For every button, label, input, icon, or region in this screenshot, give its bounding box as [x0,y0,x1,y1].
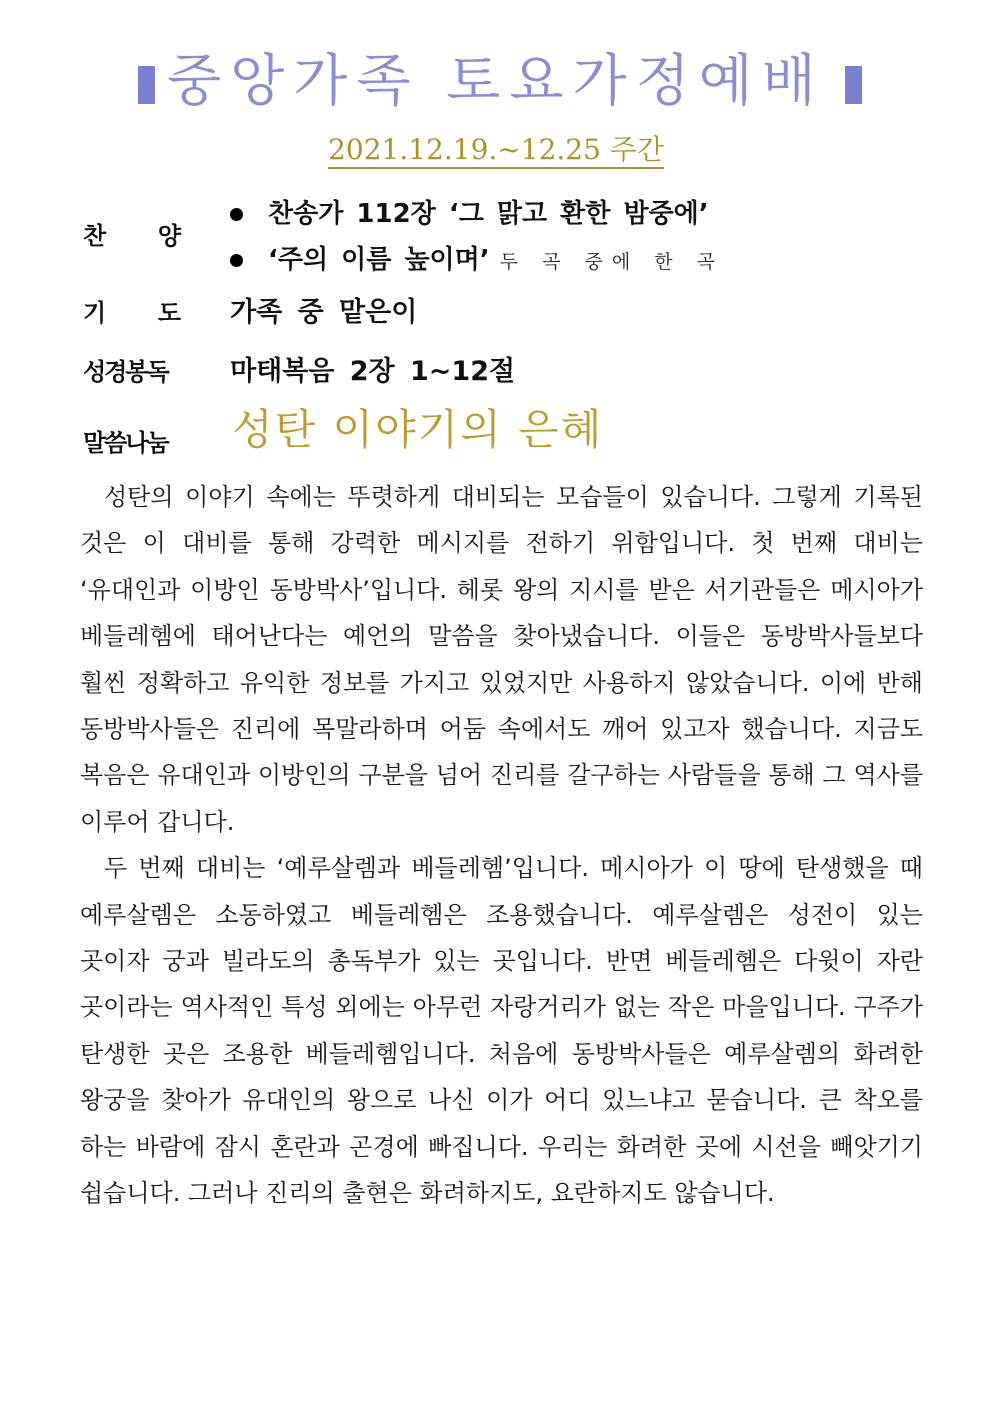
title-row [0,44,992,120]
hymn-item [230,194,724,240]
sermon-paragraph: 두 번째 대비는 ‘예루살렘과 베들레헴’입니다. 메시아가 이 땅에 탄생했을 때 예루살렘은 소동하였고 베들레헴은 조용했습니다. 예루살렘은 성전이 있는 곳이자 궁과 빌라도의 총독부가 있는 곳입니다. 반면 베들레헴은 다윗이 자란 곳이라는 역사적인 특성 외에는 아무런 자랑거리가 없는 작은 마을입니다. 구주가 탄생한 곳은 조용한 베들레헴입니다. 처음에 동방박사들은 예루살렘의 화려한 왕궁을 찾아가 유대인의 왕으로 나신 이가 어디 있느냐고 묻습니다. 큰 착오를 하는 바람에 잠시 혼란과 곤경에 빠집니다. 우리는 화려한 곳에 시선을 빼앗기기 쉽습니다. 그러나 진리의 출현은 화려하지도, 요란하지도 않습니다. [80,854,923,1208]
hymn-label-second-char: 양 [157,222,181,250]
bullet-icon [230,254,243,267]
page-title: 중앙가족 토요가정예배 [167,49,825,114]
prayer-label [83,293,181,328]
hymn-label-first-char: 찬 [83,222,107,250]
title-bar-right-decoration [845,66,862,104]
hymn-item-text: ‘주의 이름 높이며’ [268,245,490,275]
week-range-text: 2021.12.19.~12.25 주간 [328,133,664,169]
bullet-icon [230,208,243,221]
week-range [0,132,992,168]
hymn-list [230,194,724,286]
sermon-paragraph: 성탄의 이야기 속에는 뚜렷하게 대비되는 모습들이 있습니다. 그렇게 기록된 것은 이 대비를 통해 강력한 메시지를 전하기 위함입니다. 첫 번째 대비는 ‘유대인과 이방인 동방박사’입니다. 헤롯 왕의 지시를 받은 서기관들은 메시아가 베들레헴에 태어난다는 예언의 말씀을 찾아냈습니다. 이들은 동방박사들보다 훨씬 정확하고 유익한 정보를 가지고 있었지만 사용하지 않았습니다. 이에 반해 동방박사들은 진리에 목말라하며 어둠 속에서도 깨어 있고자 했습니다. 지금도 복음은 유대인과 이방인의 구분을 넘어 진리를 갈구하는 사람들을 통해 그 역사를 이루어 갑니다. [80,483,923,836]
hymn-item-note: 두 곡 중에 한 곡 [499,251,724,273]
sermon-body [80,474,923,1217]
sermon-label: 말씀나눔 [83,429,168,457]
scripture-value: 마태복음 2장 1~12절 [230,356,516,387]
prayer-label-second-char: 도 [157,299,181,327]
prayer-value: 가족 중 맡은이 [230,297,418,328]
hymn-item [230,240,724,286]
prayer-label-first-char: 기 [83,299,107,327]
scripture-label: 성경봉독 [83,358,168,386]
hymn-label [83,216,181,251]
title-bar-left-decoration [138,66,155,104]
sermon-title: 성탄 이야기의 은혜 [232,405,604,454]
hymn-item-text: 찬송가 112장 ‘그 맑고 환한 밤중에’ [268,199,709,229]
